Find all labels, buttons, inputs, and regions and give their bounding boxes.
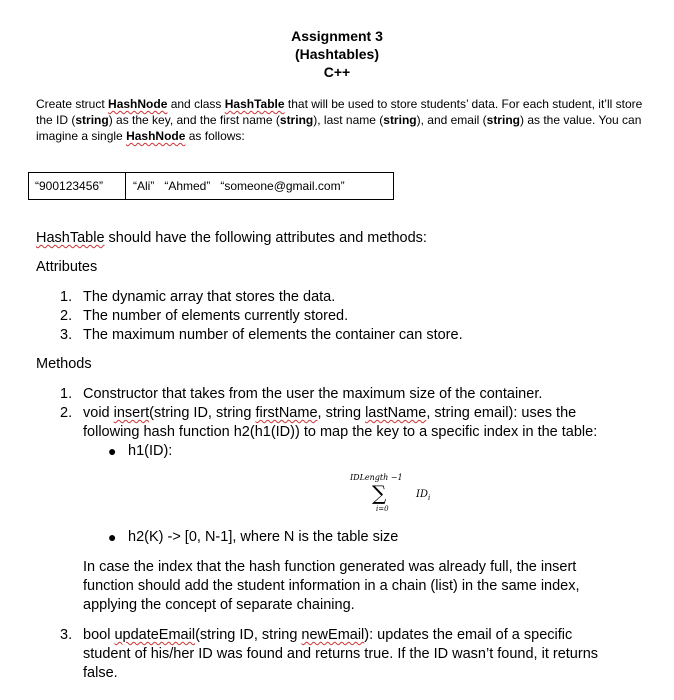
attributes-label: Attributes: [36, 259, 98, 275]
h1-summation-formula: [350, 473, 460, 523]
method-item-update-email: 3. bool updateEmail(string ID, string newEmail): updates the email of a specific: [60, 627, 573, 643]
formula-term: $ID_i$: [416, 489, 431, 502]
assignment-subtitle: (Hashtables): [294, 46, 380, 62]
hashtable-heading: HashTable should have the following attributes and methods:: [36, 230, 427, 246]
formula-lower-bound: i=0: [376, 505, 389, 513]
hashnode-diagram: [28, 172, 394, 200]
bullet-icon: ●: [108, 443, 117, 459]
assignment-title: Assignment 3: [291, 28, 383, 44]
attribute-item: 1. The dynamic array that stores the data.: [60, 289, 336, 305]
bullet-h2: ● h2(K) -> [0, N-1], where N is the table size: [108, 529, 399, 545]
method-insert-line2: following hash function h2(h1(ID)) to map the key to a specific index in the table:: [83, 424, 598, 440]
collision-paragraph-line: function should add the student information in a chain (list) in the same index,: [83, 578, 580, 594]
collision-paragraph-line: applying the concept of separate chaining.: [83, 597, 355, 613]
attribute-item: 3. The maximum number of elements the container can store.: [60, 327, 463, 343]
node-key-cell: [29, 173, 126, 199]
node-email: “someone@gmail.com”: [220, 179, 345, 193]
node-first-name: “Ali”: [133, 179, 155, 193]
method-update-line3: false.: [83, 665, 118, 681]
assignment-language: C++: [323, 64, 351, 80]
bullet-icon: ●: [108, 529, 117, 545]
collision-paragraph-line: In case the index that the hash function generated was already full, the insert: [83, 559, 577, 575]
method-item-insert: 2. void insert(string ID, string firstName, string lastName, string email): uses the: [60, 405, 577, 421]
bullet-h1: ● h1(ID):: [108, 443, 173, 459]
formula-upper-bound: IDLength −1: [350, 473, 403, 482]
node-value-cell: [126, 173, 345, 199]
method-item-constructor: 1. Constructor that takes from the user the maximum size of the container.: [60, 386, 543, 402]
attribute-item: 2. The number of elements currently stored.: [60, 308, 349, 324]
methods-label: Methods: [36, 356, 92, 372]
intro-paragraph: Create struct HashNode and class HashTable that will be used to store students’ data. For each student, it’ll store the ID (string) as the key, and the first name (string), last name (string), and email (string) as the value. You can imagine a single HashNode as follows:: [36, 97, 643, 143]
sigma-icon: ∑: [372, 481, 387, 505]
node-last-name: “Ahmed”: [164, 179, 211, 193]
method-update-line2: student of his/her ID was found and returns true. If the ID wasn’t found, it returns: [83, 646, 599, 662]
node-key: “900123456”: [35, 179, 104, 193]
